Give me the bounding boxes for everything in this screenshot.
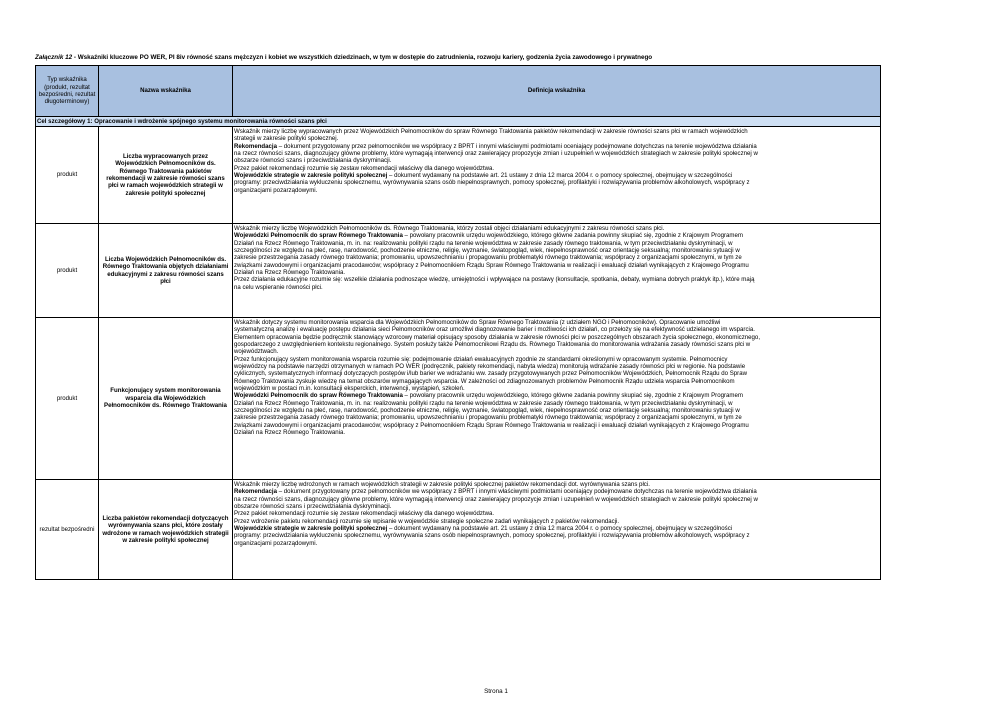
definition-line: organizacjami pozarządowymi.: [234, 539, 318, 547]
table-row: [36, 127, 881, 224]
indicator-definition: [233, 127, 881, 224]
definition-line: obszarze równości szans i przeciwdziałania dyskryminacji.: [234, 503, 392, 511]
definition-line: Działań na Rzecz Równego Traktowania.: [234, 429, 346, 437]
definition-line: Elementem opracowania będzie podręcznik stanowiący wzorcowy materiał opisujący sposoby działania w zakresie równości płci w poszczególnych obszarach życia społecznego, ekonomicznego,: [234, 333, 761, 341]
definition-line: Wojewódzkie strategie w zakresie polityki społecznej – dokument wydawany na podstawie art. 21 ustawy z dnia 12 marca 2004 r. o pomocy społecznej, obejmujący w szczególności: [234, 172, 733, 180]
definition-line: zakresie przestrzegania zasady równego traktowania; promowaniu, upowszechnianiu i propagowaniu problematyki równego traktowania; współpracy z organizacjami społecznymi, w tym ze: [234, 254, 742, 262]
definition-line: cyklicznych, systematycznych informacji dotyczących postępów i/lub barier we wdrażaniu ww. zasady przygotowywanych przez Pełnomocników Wojewódzkich, Pełnomocnik Rządu do Spraw: [234, 370, 747, 378]
indicator-name: Funkcjonujący system monitorowania wsparcia dla Wojewódzkich Pełnomocników ds. Równego Traktowania: [99, 318, 233, 480]
indicator-definition: [233, 480, 881, 580]
definition-line: Wskaźnik mierzy liczbę Wojewódzkich Pełnomocników ds. Równego Traktowania, którzy zostali objęci działaniami edukacyjnymi z zakresu równości szans płci.: [234, 225, 665, 232]
definition-line: strategii w zakresie polityki społecznej.: [234, 135, 339, 143]
definition-line: programy: przeciwdziałania wykluczeniu społecznemu, wyrównywania szans osób niepełnosprawnych, pomocy społecznej, profilaktyki i rozwiązywania problemów alkoholowych, współpracy z: [234, 179, 750, 187]
section-row: [36, 117, 881, 127]
definition-line: wojewódzcy na podstawie narzędzi otrzymanych w ramach PO WER (podręcznik, pakiety rekomendacji, nabyta wiedza) monitorują wdrażanie zasady równości płci w regionie. Na podstawie: [234, 363, 746, 371]
indicator-name: Liczba wypracowanych przez Wojewódzkich Pełnomocników ds. Równego Traktowania pakietów rekomendacji w zakresie równości szans płci w ramach wojewódzkich strategii w zakresie polityki społecznej: [99, 127, 233, 224]
indicators-table: [35, 65, 881, 580]
table-header-row: [36, 66, 881, 117]
indicator-type: rezultat bezpośredni: [36, 480, 99, 580]
definition-line: wojewódzkim w postaci m.in. konsultacji eksperckich, interwencji, wystąpień, szkoleń.: [234, 385, 465, 393]
definition-line: Wojewódzkie strategie w zakresie polityki społecznej – dokument wydawany na podstawie art. 21 ustawy z dnia 12 marca 2004 r. o pomocy społecznej, obejmujący w szczególności: [234, 525, 733, 533]
title-text: - Wskaźniki kluczowe PO WER, PI 8iv równość szans mężczyzn i kobiet we wszystkich dziedzinach, w tym w dostępie do zatrudnienia, rozwoju kariery, godzenia życia zawodowego i prywatnego: [72, 54, 653, 61]
definition-line: Przez pakiet rekomendacji rozumie się zestaw rekomendacji właściwy dla danego województwa.: [234, 164, 495, 172]
annex-label: Załącznik 12: [35, 54, 73, 61]
definition-line: Przez funkcjonujący system monitorowania wsparcia rozumie się: podejmowanie działań ewaluacyjnych zgodnie ze standardami określonymi w opracowanym systemie. Pełnomocnicy: [234, 355, 728, 363]
definition-line: organizacjami pozarządowymi.: [234, 186, 318, 194]
definition-line: Działań na Rzecz Równego Traktowania.: [234, 269, 346, 277]
definition-line: systematyczną analizę i ewaluację postępu działania sieci Pełnomocników oraz umożliwi diagnozowanie barier i możliwości ich działań, co przełoży się na efektywność udzielanego im wsparcia.: [234, 326, 755, 334]
header-definition: Definicja wskaźnika: [233, 66, 881, 117]
definition-line: Wskaźnik mierzy liczbę wdrożonych w ramach wojewódzkich strategii w zakresie polityki społecznej pakietów rekomendacji dot. wyrównywania szans płci.: [234, 481, 650, 488]
definition-line: na rzecz równości szans, diagnozujący główne problemy, które wymagają interwencji oraz zawierający propozycje zmian i uzupełnień w wojewódzkich strategiach w zakresie polityki społecznej w: [234, 150, 758, 158]
definition-line: województwach.: [234, 348, 279, 356]
table-row: [36, 480, 881, 580]
table-row: [36, 318, 881, 480]
section-title: Cel szczegółowy 1: Opracowanie i wdrożenie spójnego systemu monitorowania równości szans płci: [36, 117, 881, 127]
header-type: Typ wskaźnika (produkt, rezultat bezpośredni, rezultat długoterminowy): [36, 66, 99, 117]
indicator-name: Liczba pakietów rekomendacji dotyczących wyrównywania szans płci, które zostały wdrożone w ramach wojewódzkich strategii w zakresie polityki społecznej: [99, 480, 233, 580]
definition-line: Przez pakiet rekomendacji rozumie się zestaw rekomendacji właściwy dla danego województwa.: [234, 510, 495, 518]
definition-line: Rekomendacja – dokument przygotowany przez pełnomocników we współpracy z BPRT i innymi właściwymi podmiotami oceniający podejmowane dotychczas na terenie województwa działania: [234, 142, 757, 150]
definition-line: Działań na Rzecz Równego Traktowania, m. in. na: realizowaniu polityki rządu na terenie województwa w zakresie zasady równego traktowania, w tym przeciwdziałaniu dyskryminacji, w: [234, 239, 733, 247]
definition-line: Rekomendacja – dokument przygotowany przez pełnomocników we współpracy z BPRT i innymi właściwymi podmiotami oceniający podejmowane dotychczas na terenie województwa działania: [234, 488, 757, 496]
definition-line: Wojewódzki Pełnomocnik do spraw Równego Traktowania – powołany pracownik urzędu wojewódzkiego, którego główne zadania powinny skupiać się, zgodnie z Krajowym Programem: [234, 392, 743, 400]
indicator-type: produkt: [36, 318, 99, 480]
page-footer: Strona 1: [484, 688, 508, 695]
indicator-name: Liczba Wojewódzkich Pełnomocników ds. Równego Traktowania objętych działaniami edukacyjnymi z zakresu równości szans płci: [99, 224, 233, 318]
definition-line: szczególności ze względu na płeć, rasę, narodowość, pochodzenie etniczne, religię, wyznanie, światopogląd, wiek, niepełnosprawność oraz orientację seksualną; monitorowaniu sytuacji w: [234, 247, 740, 255]
indicator-definition: [233, 224, 881, 318]
definition-line: związkami zawodowymi i organizacjami pracodawców; współpracy z Pełnomocnikiem Rządu Spraw Równego Traktowania w realizacji i ewaluacji działań wynikających z Krajowego Programu: [234, 421, 749, 429]
indicator-type: produkt: [36, 224, 99, 318]
definition-line: Działań na Rzecz Równego Traktowania, m. in. na: realizowaniu polityki rządu na terenie województwa w zakresie zasady równego traktowania, w tym przeciwdziałaniu dyskryminacji, w: [234, 399, 733, 407]
table-row: [36, 224, 881, 318]
definition-line: Wskaźnik dotyczy systemu monitorowania wsparcia dla Wojewódzkich Pełnomocników do Spraw Równego Traktowania (z udziałem NGO i Pełnomocników). Opracowanie umożliwi: [234, 319, 721, 326]
document-title: [35, 54, 965, 61]
definition-line: Równego Traktowania zyskuje wiedzę na temat obszarów wymagających wsparcia. W zależności od zdiagnozowanych problemów Pełnomocnik Rządu udziela wsparcia Pełnomocnikom: [234, 377, 735, 385]
indicator-definition: [233, 318, 881, 480]
definition-line: na celu wspieranie równości płci.: [234, 283, 323, 291]
definition-line: Wskaźnik mierzy liczbę wypracowanych przez Wojewódzkich Pełnomocników do spraw Równego Traktowania pakietów rekomendacji w zakresie równości szans płci w ramach wojewódzkich: [234, 128, 748, 135]
definition-line: związkami zawodowymi i organizacjami pracodawców; współpracy z Pełnomocnikiem Rządu Spraw Równego Traktowania w realizacji i ewaluacji działań wynikających z Krajowego Programu: [234, 261, 749, 269]
definition-line: Przez wdrożenie pakietu rekomendacji rozumie się wpisanie w wojewódzkie strategie społeczne zadań wynikających z pakietów rekomendacji.: [234, 517, 620, 525]
definition-line: gospodarczego z uwzględnieniem kontekstu regionalnego. System posłuży także Pełnomocnikowi Rządu ds. Równego Traktowania do monitorowania wdrażania zasady równości szans płci w: [234, 341, 751, 349]
definition-line: programy: przeciwdziałania wykluczeniu społecznemu, wyrównywania szans osób niepełnosprawnych, pomocy społecznej, profilaktyki i rozwiązywania problemów alkoholowych, współpracy z: [234, 532, 750, 540]
definition-line: na rzecz równości szans, diagnozujący główne problemy, które wymagają interwencji oraz zawierający propozycje zmian i uzupełnień w wojewódzkich strategiach w zakresie polityki społecznej w: [234, 495, 758, 503]
definition-line: szczególności ze względu na płeć, rasę, narodowość, pochodzenie etniczne, religię, wyznanie, światopogląd, wiek, niepełnosprawność oraz orientację seksualną; monitorowaniu sytuacji w: [234, 407, 740, 415]
indicator-type: produkt: [36, 127, 99, 224]
definition-line: zakresie przestrzegania zasady równego traktowania; promowaniu, upowszechnianiu i propagowaniu problematyki równego traktowania; współpracy z organizacjami społecznymi, w tym ze: [234, 414, 742, 422]
definition-line: Przez działania edukacyjne rozumie się: wszelkie działania podnoszące wiedzę, umiejętności i wpływające na postawy (konsultacje, spotkania, debaty, wymiana dobrych praktyk itp.), które mają: [234, 276, 755, 284]
definition-line: obszarze równości szans i przeciwdziałania dyskryminacji.: [234, 157, 392, 165]
header-name: Nazwa wskaźnika: [99, 66, 233, 117]
definition-line: Wojewódzki Pełnomocnik do spraw Równego Traktowania – powołany pracownik urzędu wojewódzkiego, którego główne zadania powinny skupiać się, zgodnie z Krajowym Programem: [234, 232, 743, 240]
